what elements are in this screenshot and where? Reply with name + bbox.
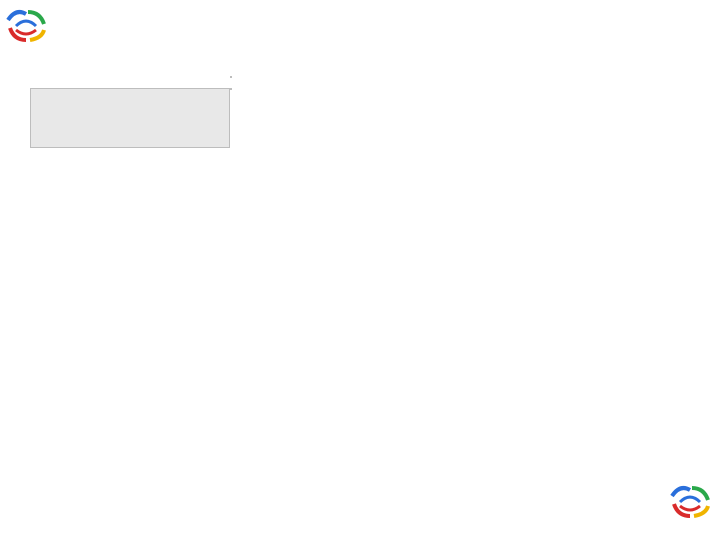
wto-logo	[4, 6, 52, 49]
wto-logo-icon	[668, 482, 712, 524]
wto-logo-icon	[4, 6, 48, 48]
wto-logo-footer	[668, 482, 716, 525]
droits-moy-block	[30, 88, 230, 148]
summary-header-table	[30, 88, 692, 194]
